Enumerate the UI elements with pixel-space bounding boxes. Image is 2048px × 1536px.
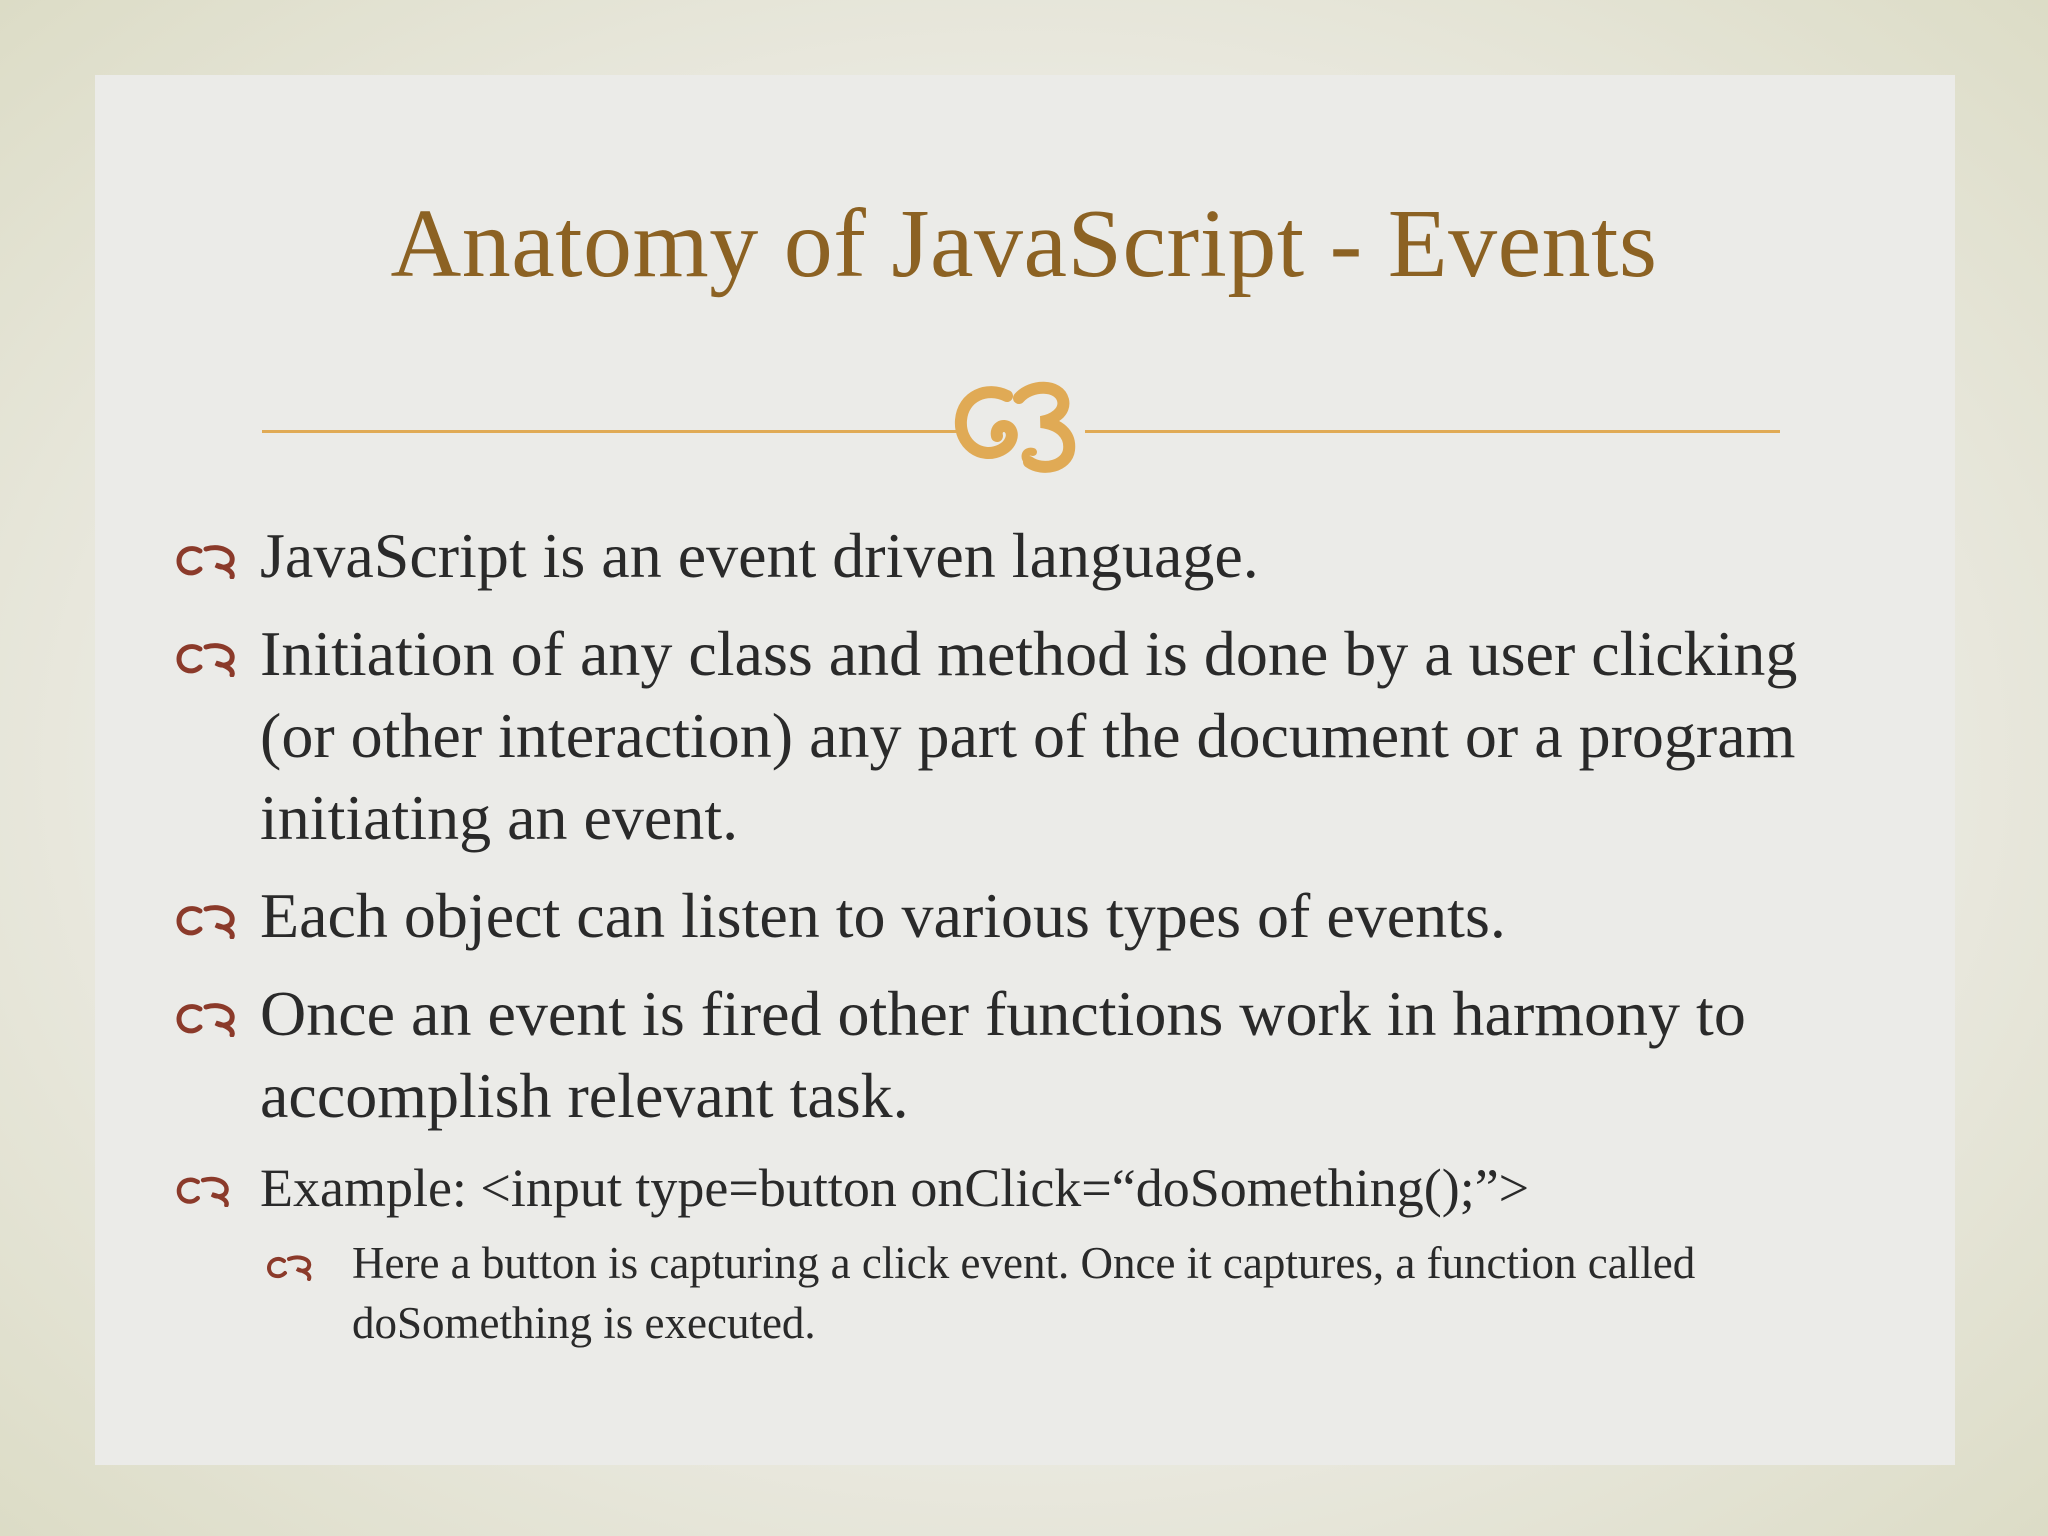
bullet-item: [172, 1153, 1872, 1223]
bullet-item: [172, 515, 1872, 597]
sub-bullet-item: [172, 1233, 1872, 1353]
title-divider-left: [262, 430, 957, 433]
fleuron-sub-bullet-icon: [267, 1253, 313, 1281]
bullet-text: Once an event is fired other functions work in harmony to accomplish relevant task.: [260, 978, 1746, 1131]
bullet-item: [172, 613, 1872, 859]
bullet-text: Example: <input type=button onClick=“doSomething();”>: [260, 1158, 1530, 1218]
sub-bullet-text: Here a button is capturing a click event. Once it captures, a function called doSomething is executed.: [352, 1238, 1696, 1348]
fleuron-bullet-icon: [176, 541, 238, 579]
bullet-list: [172, 515, 1872, 1353]
fleuron-bullet-icon: [176, 639, 238, 677]
bullet-text: JavaScript is an event driven language.: [260, 520, 1259, 591]
bullet-text: Initiation of any class and method is done by a user clicking (or other interaction) any part of the document or a program initiating an event.: [260, 618, 1798, 853]
fleuron-bullet-icon: [176, 901, 238, 939]
divider-ornament-icon: [945, 368, 1095, 478]
bullet-item: [172, 973, 1872, 1137]
bullet-item: [172, 875, 1872, 957]
slide-title: Anatomy of JavaScript - Events: [390, 190, 1658, 298]
bullet-text: Each object can listen to various types of events.: [260, 880, 1506, 951]
fleuron-bullet-icon: [176, 1173, 232, 1207]
fleuron-bullet-icon: [176, 999, 238, 1037]
title-divider-right: [1085, 430, 1780, 433]
